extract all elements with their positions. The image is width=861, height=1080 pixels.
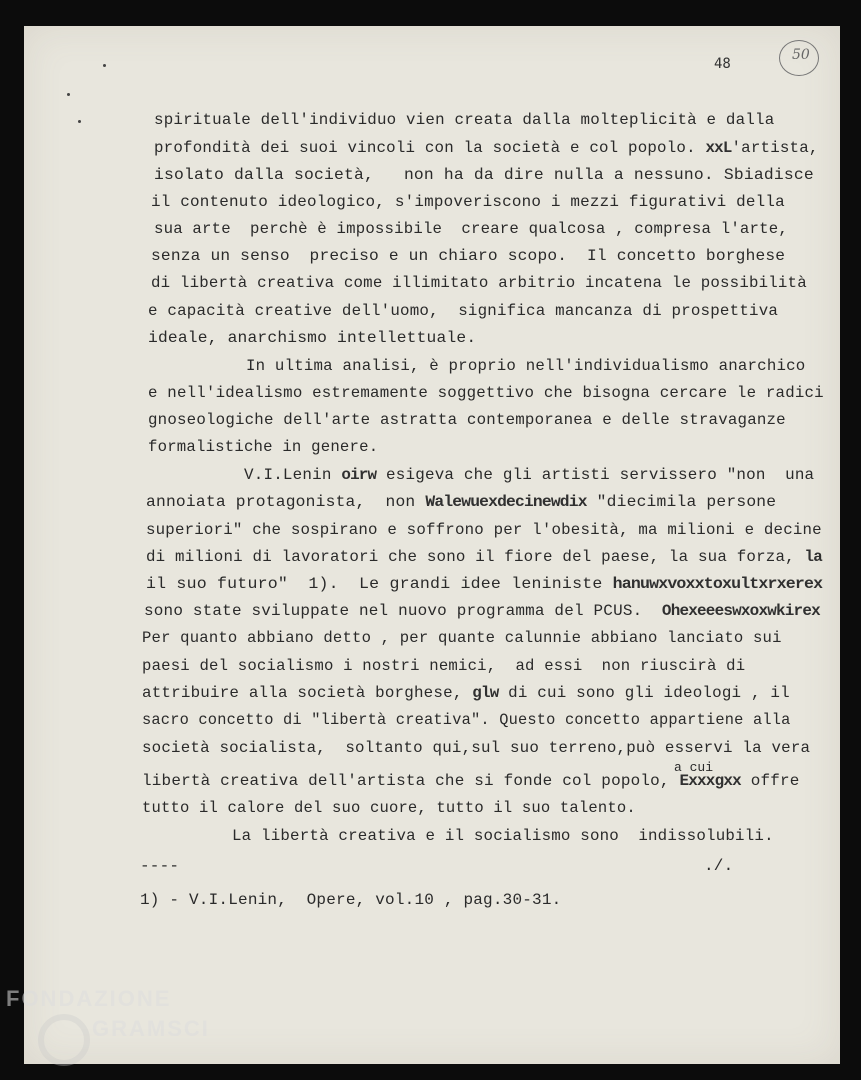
text-segment: superiori" che sospirano e soffrono per l'obesità, ma milioni e decine [146,521,822,539]
text-segment: e capacità creative dell'uomo, significa mancanza di prospettiva [148,302,779,320]
text-line [142,710,791,730]
footnote: 1) - V.I.Lenin, Opere, vol.10 , pag.30-31. [140,891,562,909]
text-line [146,520,822,540]
struck-out-text: hanuwxvoxxtoxultxrxerex [612,575,823,593]
text-line [151,273,807,293]
text-segment: annoiata protagonista, non [146,493,426,511]
text-line [146,547,822,567]
text-segment: esigeva che gli artisti servissero "non una [376,466,815,484]
watermark [6,986,210,1042]
text-segment: sua arte perchè è impossibile creare qualcosa , compresa l'arte, [154,220,788,238]
text-segment: sono state sviluppate nel nuovo programma del PCUS. [144,602,662,620]
text-line [142,656,745,676]
struck-out-text: Ohexeeeswxoxwkirex [661,602,820,620]
struck-out-text: glw [472,684,499,702]
struck-out-text: xxL [705,139,732,157]
text-line [142,628,782,648]
text-line [142,738,810,758]
text-segment: 'artista, [731,139,819,157]
text-line [142,683,790,703]
text-line [154,138,819,158]
text-line [142,798,636,818]
handwritten-insertion: a cui [674,760,714,775]
text-segment: "diecimila persone [586,493,777,511]
text-segment: libertà creativa dell'artista che si fonde col popolo, [142,772,680,790]
text-segment: gnoseologiche dell'arte astratta contemporanea e delle stravaganze [148,411,786,429]
page-number: 48 [714,56,731,72]
text-segment: In ultima analisi, è proprio nell'individualismo anarchico [246,357,806,375]
text-segment: società socialista, soltanto qui,sul suo terreno,può esservi la vera [142,739,811,757]
text-segment: di cui sono gli ideologi , il [498,684,790,702]
struck-out-text: Walewuexdecinewdix [425,493,587,511]
struck-out-text: Exxxgxx [679,772,741,790]
text-line [244,465,814,485]
text-segment: attribuire alla società borghese, [142,684,473,702]
text-segment: paesi del socialismo i nostri nemici, ad essi non riuscirà di [142,657,746,675]
watermark-line-2: GRAMSCI [92,1016,210,1041]
struck-out-text: la [804,548,822,566]
text-segment: formalistiche in genere. [148,438,379,456]
text-line [148,301,778,321]
text-line [154,219,788,239]
text-segment: profondità dei suoi vincoli con la società e col popolo. [154,139,706,157]
text-line [146,492,776,512]
text-line [151,192,785,212]
text-segment: isolato dalla società, non ha da dire nulla a nessuno. Sbiadisce [154,166,814,184]
text-segment: La libertà creativa e il socialismo sono indissolubili. [232,827,774,845]
text-segment: ideale, anarchismo intellettuale. [148,329,477,347]
closing-mark: ./. [704,857,734,875]
text-segment: il suo futuro" 1). Le grandi idee leniniste [146,575,613,593]
text-line [148,437,378,457]
text-line [154,165,814,185]
text-line [148,328,476,348]
text-line [154,110,774,130]
text-line [151,246,785,266]
text-line [148,410,786,430]
text-line [144,601,820,621]
text-line [246,356,805,376]
watermark-line-1: FONDAZIONE [6,986,172,1011]
ink-speck [78,120,81,123]
text-segment: il contenuto ideologico, s'impoveriscono i mezzi figurativi della [151,193,785,211]
text-segment: senza un senso preciso e un chiaro scopo. Il concetto borghese [151,247,786,265]
text-line [146,574,822,594]
text-line [148,383,824,403]
text-segment: V.I.Lenin [244,466,342,484]
text-segment: di milioni di lavoratori che sono il fiore del paese, la sua forza, [146,548,805,566]
archive-stamp-number: 50 [792,47,810,63]
text-segment: sacro concetto di "libertà creativa". Questo concetto appartiene alla [142,711,791,729]
ink-speck [67,93,70,96]
text-segment: e nell'idealismo estremamente soggettivo che bisogna cercare le radici [148,384,824,402]
struck-out-text: oirw [341,466,377,484]
text-segment: Per quanto abbiano detto , per quante calunnie abbiano lanciato sui [142,629,782,647]
footnote-rule: ---- [140,857,180,875]
text-segment: spirituale dell'individuo vien creata dalla molteplicità e dalla [154,111,775,129]
ink-speck [103,64,106,67]
text-segment: di libertà creativa come illimitato arbitrio incatena le possibilità [151,274,807,292]
text-segment: offre [740,772,800,790]
text-segment: tutto il calore del suo cuore, tutto il suo talento. [142,799,636,817]
text-line [232,826,774,846]
